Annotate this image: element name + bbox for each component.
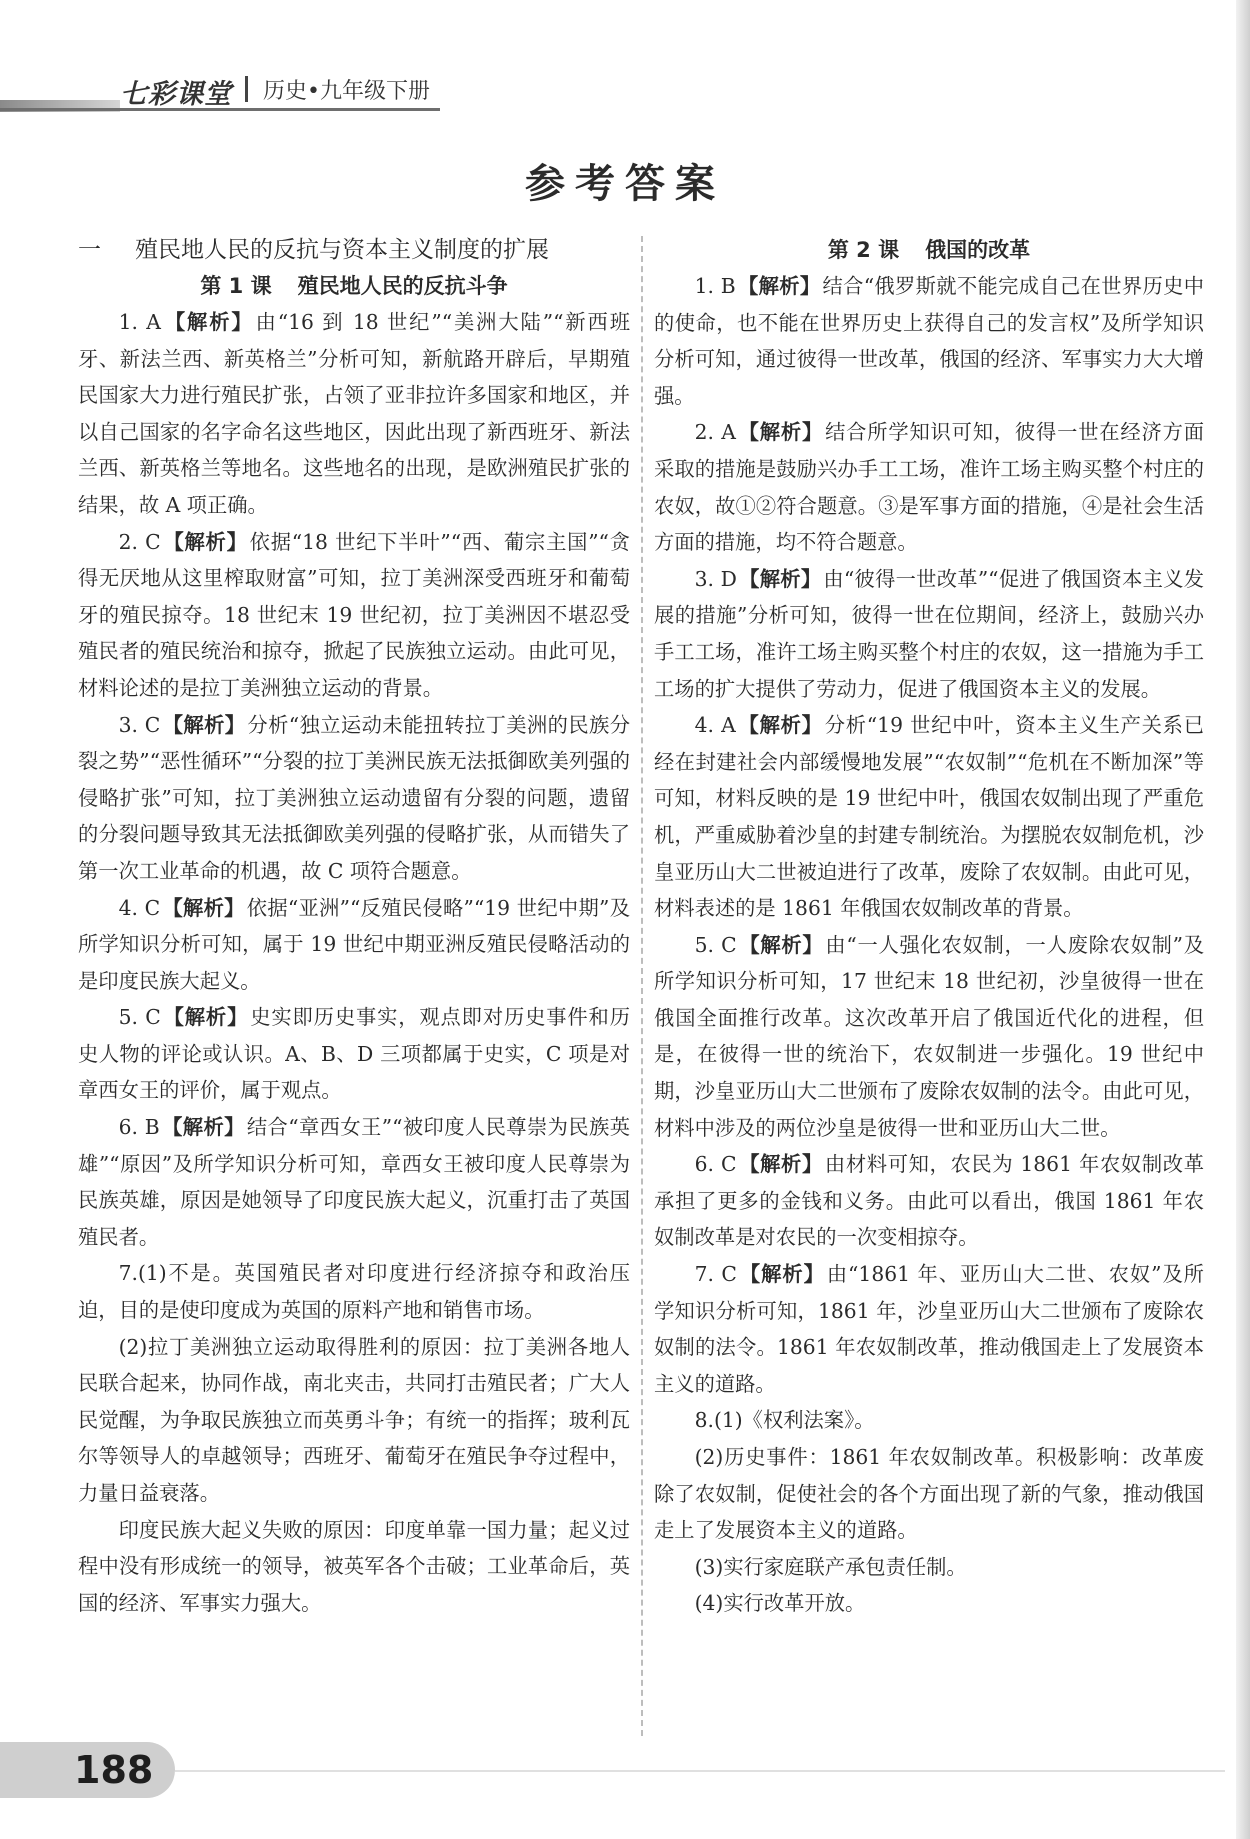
answer-prefix: 2. A (694, 420, 736, 445)
answer-prefix: 8. (694, 1408, 714, 1433)
analysis-label: 【解析】 (161, 1115, 245, 1140)
page-edge-shadow (1236, 0, 1250, 1839)
answer-item (654, 1549, 1204, 1586)
answer-prefix: 6. B (118, 1115, 160, 1140)
answer-text: (2)拉丁美洲独立运动取得胜利的原因：拉丁美洲各地人民联合起来，协同作战，南北夹击，共同打击殖民者；广大人民觉醒，为争取民族独立而英勇斗争；有统一的指挥；玻利瓦尔等领导人的卓越领导；西班牙、葡萄牙在殖民争夺过程中，力量日益衰落。 (78, 1334, 630, 1505)
answer-text: 由“彼得一世改革”“促进了俄国资本主义发展的措施”分析可知，彼得一世在位期间，经济上，鼓励兴办手工工场，准许工场主购买整个村庄的农奴，这一措施为手工工场的扩大提供了劳动力，促进了俄国资本主义的发展。 (654, 566, 1204, 701)
answer-item (78, 524, 630, 707)
analysis-label: 【解析】 (738, 1152, 823, 1177)
analysis-label: 【解析】 (738, 932, 824, 957)
analysis-label: 【解析】 (162, 310, 254, 334)
analysis-label: 【解析】 (737, 713, 823, 738)
answer-text: 分析“独立运动未能扭转拉丁美洲的民族分裂之势”“恶性循环”“分裂的拉丁美洲民族无法抵御欧美列强的侵略扩张”可知，拉丁美洲独立运动遗留有分裂的问题，遗留的分裂问题导致其无法抵御欧美列强的侵略扩张，从而错失了第一次工业革命的机遇，故 C 项符合题意。 (78, 712, 630, 883)
answer-item (654, 707, 1204, 927)
answer-text: 依据“亚洲”“反殖民侵略”“19 世纪中期”及所学知识分析可知，属于 19 世纪中期亚洲反殖民侵略活动的是印度民族大起义。 (78, 895, 630, 993)
answer-text: (2)历史事件：1861 年农奴制改革。积极影响：改革废除了农奴制，促使社会的各个方面出现了新的气象，推动俄国走上了发展资本主义的道路。 (654, 1445, 1204, 1543)
unit-number: 一 (78, 237, 101, 263)
brand-logo: 七彩课堂 (120, 79, 232, 110)
answer-prefix: 7. (118, 1261, 138, 1286)
subject-label: 历史•九年级下册 (263, 79, 430, 104)
page-title: 参考答案 (525, 161, 725, 207)
left-column (78, 232, 630, 1621)
answer-prefix: 5. C (694, 932, 737, 957)
answer-prefix: 1. B (694, 274, 736, 298)
answer-text: (3)实行家庭联产承包责任制。 (694, 1554, 967, 1579)
analysis-label: 【解析】 (162, 712, 246, 737)
answer-item (78, 890, 630, 1000)
answer-item (654, 1256, 1204, 1402)
answer-prefix: 2. C (118, 529, 161, 554)
answer-prefix: 5. C (118, 1005, 161, 1030)
right-column (654, 232, 1204, 1622)
analysis-label: 【解析】 (162, 1005, 249, 1030)
unit-heading (78, 232, 630, 268)
answer-item (654, 927, 1204, 1147)
answer-text: 由“1861 年、亚历山大二世、农奴”及所学知识分析可知，1861 年，沙皇亚历山大二世颁布了废除农奴制的法令。1861 年农奴制改革，推动俄国走上了发展资本主义的道路。 (654, 1262, 1204, 1396)
answer-item (78, 304, 630, 524)
answer-prefix: 6. C (694, 1152, 737, 1177)
answer-item (78, 1109, 630, 1255)
answer-item (654, 1585, 1204, 1622)
analysis-label: 【解析】 (737, 274, 821, 298)
answer-item (654, 1402, 1204, 1439)
answer-text: 结合“章西女王”“被印度人民尊崇为民族英雄”“原因”及所学知识分析可知，章西女王被印度人民尊崇为民族英雄，原因是她领导了印度民族大起义，沉重打击了英国殖民者。 (78, 1115, 630, 1249)
answer-text: 依据“18 世纪下半叶”“西、葡宗主国”“贪得无厌地从这里榨取财富”可知，拉丁美洲深受西班牙和葡萄牙的殖民掠夺。18 世纪末 19 世纪初，拉丁美洲因不堪忍受殖民者的殖民统治和掠夺，掀起了民族独立运动。由此可见，材料论述的是拉丁美洲独立运动的背景。 (78, 529, 630, 700)
lesson-title: 俄国的改革 (925, 238, 1031, 262)
answer-text: 分析“19 世纪中叶，资本主义生产关系已经在封建社会内部缓慢地发展”“农奴制”“危机在不断加深”等可知，材料反映的是 19 世纪中叶，俄国农奴制出现了严重危机，严重威胁着沙皇的封建专制统治。为摆脱农奴制危机，沙皇亚历山大二世被迫进行了改革，废除了农奴制。由此可见，材料表述的是 1861 年俄国农奴制改革的背景。 (654, 713, 1204, 921)
answer-prefix: 1. A (118, 310, 161, 334)
answer-text: (4)实行改革开放。 (694, 1591, 866, 1616)
answer-item (654, 1439, 1204, 1549)
unit-title: 殖民地人民的反抗与资本主义制度的扩展 (135, 237, 549, 263)
answer-text: 结合所学知识可知，彼得一世在经济方面采取的措施是鼓励兴办手工工场，准许工场主购买整个村庄的农奴，故①②符合题意。③是军事方面的措施，④是社会生活方面的措施，均不符合题意。 (654, 420, 1204, 555)
answer-prefix: 4. A (694, 713, 736, 738)
answer-prefix: 3. C (118, 712, 161, 737)
answer-text: (1)不是。英国殖民者对印度进行经济掠夺和政治压迫，目的是使印度成为英国的原料产地和销售市场。 (78, 1261, 630, 1323)
page-number: 188 (74, 1748, 154, 1792)
answer-item (78, 1255, 630, 1328)
header-separator (245, 76, 248, 102)
answer-prefix: 7. C (694, 1262, 737, 1287)
analysis-label: 【解析】 (162, 895, 245, 920)
answer-text: 由“16 到 18 世纪”“美洲大陆”“新西班牙、新法兰西、新英格兰”分析可知，新航路开辟后，早期殖民国家大力进行殖民扩张，占领了亚非拉许多国家和地区，并以自己国家的名字命名这些地区，因此出现了新西班牙、新法兰西、新英格兰等地名。这些地名的出现，是欧洲殖民扩张的结果，故 A 项正确。 (78, 310, 630, 517)
answer-item (654, 268, 1204, 414)
analysis-label: 【解析】 (738, 566, 822, 591)
answer-item (654, 561, 1204, 707)
answer-item (78, 999, 630, 1109)
lesson-title: 殖民地人民的反抗斗争 (297, 274, 508, 298)
answer-prefix: 4. C (118, 895, 161, 920)
answer-text: 史实即历史事实，观点即对历史事件和历史人物的评论或认识。A、B、D 三项都属于史实，C 项是对章西女王的评价，属于观点。 (78, 1005, 630, 1103)
footer-rule (175, 1770, 1225, 1772)
analysis-label: 【解析】 (738, 1262, 825, 1287)
answer-item (78, 1512, 630, 1622)
answer-prefix: 3. D (694, 566, 737, 591)
column-divider (641, 236, 643, 1736)
answer-text: 由“一人强化农奴制，一人废除农奴制”及所学知识分析可知，17 世纪末 18 世纪初，沙皇彼得一世在俄国全面推行改革。这次改革开启了俄国近代化的进程，但是，在彼得一世的统治下，农奴制进一步强化。19 世纪中期，沙皇亚历山大二世颁布了废除农奴制的法令。由此可见，材料中涉及的两位沙皇是彼得一世和亚历山大二世。 (654, 932, 1204, 1140)
lesson-heading (654, 232, 1204, 268)
analysis-label: 【解析】 (737, 420, 824, 445)
lesson-heading (78, 268, 630, 304)
answer-item (78, 707, 630, 890)
answer-item (654, 1146, 1204, 1256)
answer-text: 结合“俄罗斯就不能完成自己在世界历史中的使命，也不能在世界历史上获得自己的发言权”及所学知识分析可知，通过彼得一世改革，俄国的经济、军事实力大大增强。 (654, 274, 1204, 408)
answer-text: 由材料可知，农民为 1861 年农奴制改革承担了更多的金钱和义务。由此可以看出，俄国 1861 年农奴制改革是对农民的一次变相掠夺。 (654, 1152, 1204, 1250)
answer-item (78, 1329, 630, 1512)
answer-text: 印度民族大起义失败的原因：印度单靠一国力量；起义过程中没有形成统一的领导，被英军各个击破；工业革命后，英国的经济、军事实力强大。 (78, 1517, 630, 1615)
lesson-number: 第 1 课 (200, 274, 272, 298)
answer-text: (1)《权利法案》。 (713, 1408, 875, 1433)
page-number-tab (0, 1742, 175, 1798)
page-header (0, 0, 1250, 130)
analysis-label: 【解析】 (162, 529, 248, 554)
answer-item (654, 414, 1204, 560)
lesson-number: 第 2 课 (827, 238, 900, 262)
